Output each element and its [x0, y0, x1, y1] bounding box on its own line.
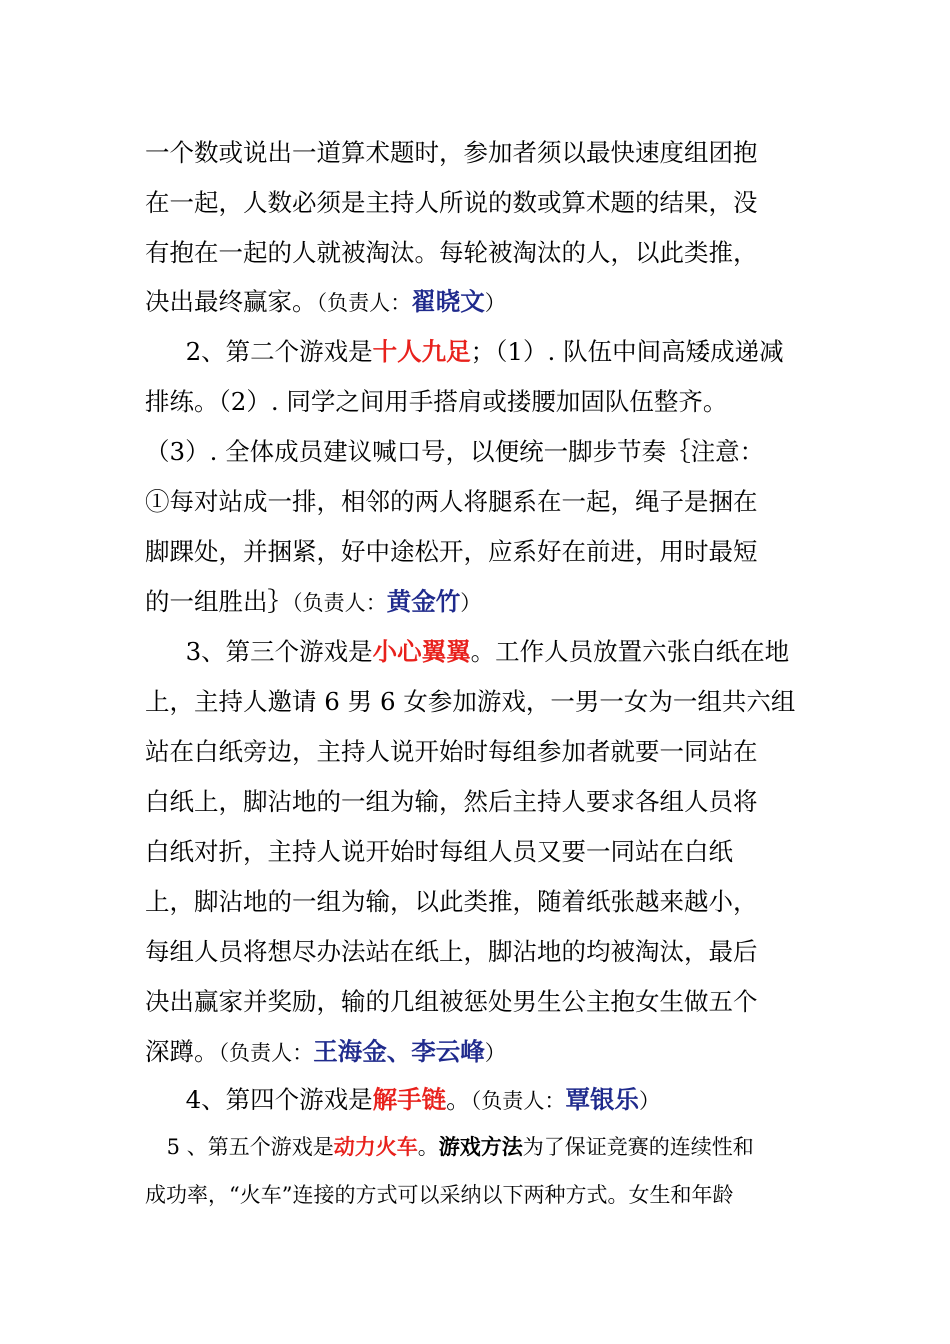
game-name: 解手链	[372, 1085, 447, 1114]
text-run: 有抱在一起的人就被淘汰。每轮被淘汰的人，以此类推，	[145, 238, 758, 267]
text-line	[145, 787, 758, 817]
text-line	[145, 537, 758, 567]
text-run: （负责人：	[470, 1088, 566, 1113]
text-line	[170, 337, 784, 367]
text-line	[145, 287, 506, 318]
text-line	[145, 238, 758, 268]
text-line	[145, 737, 758, 767]
text-line	[145, 687, 795, 717]
text-run: 上，脚沾地的一组为输，以此类推，随着纸张越来越小，	[145, 887, 758, 916]
text-line	[145, 587, 481, 618]
responsible-person-name: 翟晓文	[411, 287, 485, 316]
text-line	[160, 1132, 754, 1162]
text-run: ）	[638, 1088, 661, 1113]
text-line	[170, 1085, 660, 1116]
text-run: 决出赢家并奖励，输的几组被惩处男生公主抱女生做五个	[145, 987, 758, 1016]
text-line	[145, 437, 764, 467]
text-line	[145, 188, 758, 218]
responsible-person-name: 覃银乐	[565, 1085, 639, 1114]
text-line	[145, 138, 758, 168]
text-run: 白纸对折，主持人说开始时每组人员又要一同站在白纸	[145, 837, 733, 866]
text-run: 一个数或说出一道算术题时，参加者须以最快速度组团抱	[145, 138, 758, 167]
text-run: （负责人：	[218, 1040, 314, 1065]
text-run: 4、第四个游戏是	[170, 1085, 373, 1114]
responsible-person-name: 黄金竹	[386, 587, 461, 616]
text-line	[145, 387, 727, 417]
text-run: 。	[417, 1135, 439, 1159]
text-line	[145, 1037, 506, 1068]
text-run: ）	[484, 1040, 506, 1065]
text-line	[145, 987, 758, 1017]
text-run: 脚踝处，并捆紧，好中途松开，应系好在前进，用时最短	[145, 537, 758, 566]
text-run: 为了保证竞赛的连续性和	[522, 1135, 754, 1159]
text-run: 决出最终赢家。	[145, 287, 317, 316]
text-run: ①每对站成一排，相邻的两人将腿系在一起，绳子是捆在	[145, 487, 758, 516]
text-run: 5 、第五个游戏是	[160, 1135, 334, 1159]
text-run: 每组人员将想尽办法站在纸上，脚沾地的均被淘汰，最后	[145, 937, 758, 966]
game-name: 动力火车	[333, 1134, 418, 1159]
text-run: （负责人：	[316, 290, 412, 315]
text-run: ）	[484, 290, 506, 315]
text-run: （3）. 全体成员建议喊口号，以便统一脚步节奏｛注意：	[145, 437, 765, 466]
text-line	[145, 937, 758, 967]
text-line	[145, 1180, 733, 1210]
text-run: 上，主持人邀请 6 男 6 女参加游戏，一男一女为一组共六组	[145, 687, 796, 716]
game-name: 小心翼翼	[372, 637, 471, 666]
text-line	[145, 487, 758, 517]
text-run: 在一起，人数必须是主持人所说的数或算术题的结果，没	[145, 188, 758, 217]
text-run: ；（1）. 队伍中间高矮成递减	[470, 337, 784, 366]
text-run: 3、第三个游戏是	[170, 637, 373, 666]
text-run: 白纸上，脚沾地的一组为输，然后主持人要求各组人员将	[145, 787, 758, 816]
text-run: 。工作人员放置六张白纸在地	[470, 637, 790, 666]
text-run: 排练。（2）. 同学之间用手搭肩或搂腰加固队伍整齐。	[145, 387, 728, 416]
text-line	[170, 637, 789, 667]
text-run: 。	[446, 1085, 471, 1114]
text-run: 游戏方法	[438, 1134, 523, 1159]
text-run: （负责人：	[292, 590, 387, 615]
text-run: 深蹲。	[145, 1037, 219, 1066]
text-line	[145, 837, 733, 867]
text-run: 的一组胜出｝	[145, 587, 292, 616]
text-run: 站在白纸旁边，主持人说开始时每组参加者就要一同站在	[145, 737, 758, 766]
text-run: ）	[460, 590, 482, 615]
game-name: 十人九足	[372, 337, 471, 366]
text-line	[145, 887, 758, 917]
text-run: 成功率，“火车”连接的方式可以采纳以下两种方式。女生和年龄	[145, 1183, 734, 1207]
text-run: 2、第二个游戏是	[170, 337, 373, 366]
responsible-person-name: 王海金、李云峰	[313, 1037, 485, 1066]
